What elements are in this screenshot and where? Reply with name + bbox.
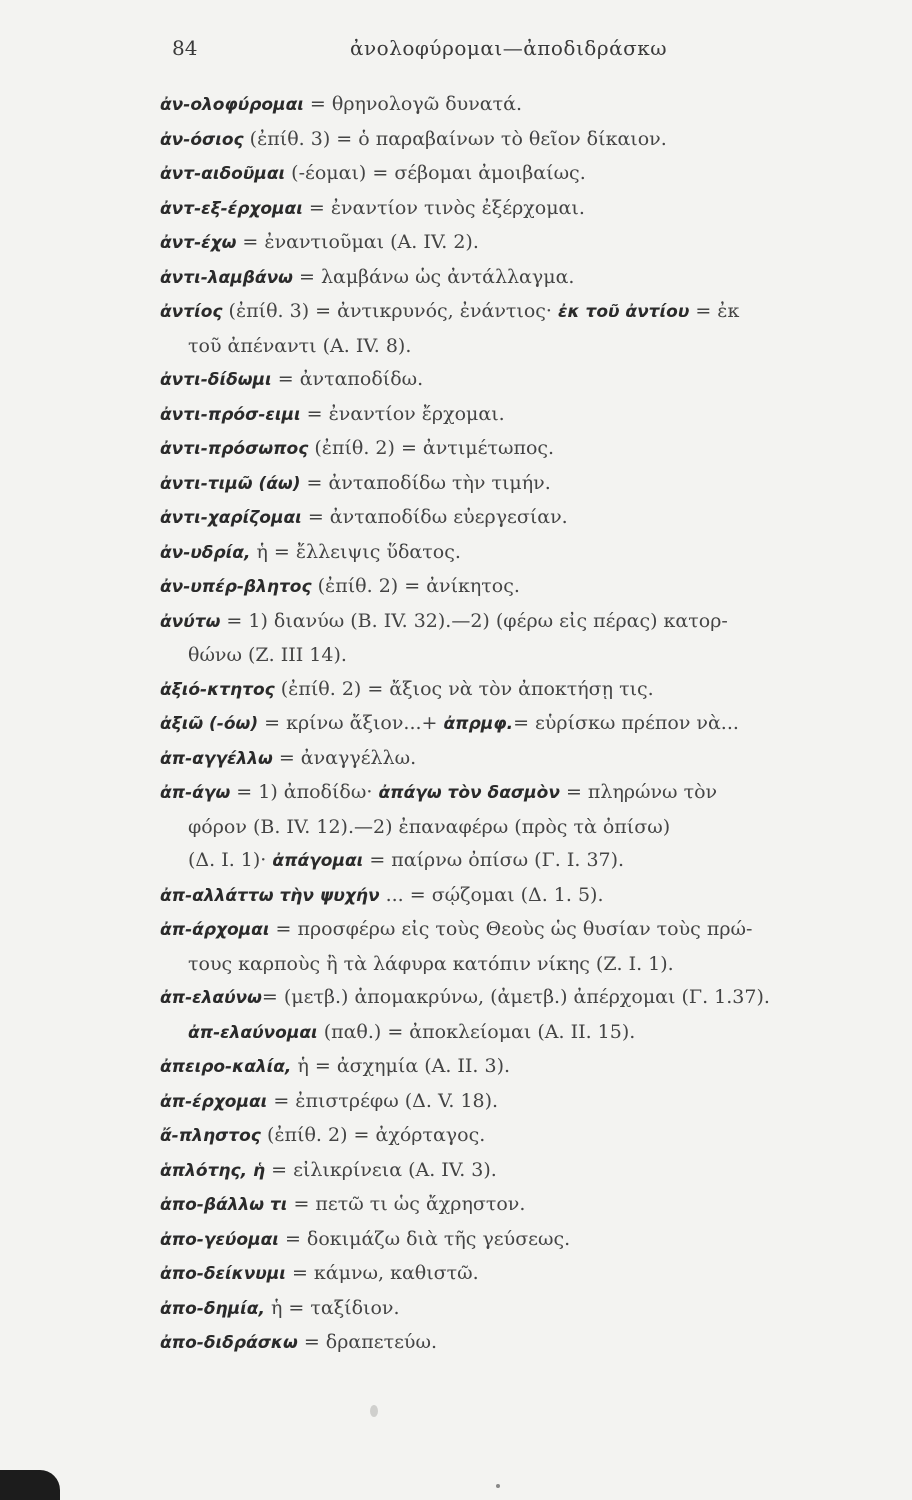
definition: = ἐναντίον τινὸς ἐξέρχομαι. (308, 196, 585, 219)
definition: = εὑρίσκω πρέπον νὰ... (513, 712, 739, 734)
headword: ἀπο-βάλλω τι (160, 1195, 288, 1215)
definition: (ἐπίθ. 2) = ἀντιμέτωπος. (314, 437, 555, 459)
ink-speck (370, 1405, 378, 1417)
definition: = πετῶ τι ὡς ἄχρηστον. (293, 1193, 526, 1215)
headword: ἀπο-δημία, (160, 1298, 265, 1319)
dictionary-entry (160, 467, 890, 502)
dictionary-entry (160, 1154, 890, 1189)
headword: ἀντι-τιμῶ (άω) (160, 473, 301, 494)
definition-continued: τοῦ ἀπέναντι (Α. IV. 8). (188, 334, 412, 357)
definition: = δοκιμάζω διὰ τῆς γεύσεως. (284, 1227, 571, 1250)
definition: (-έομαι) = σέβομαι ἀμοιβαίως. (291, 162, 586, 184)
headword: ἀνύτω (160, 611, 221, 632)
definition: = λαμβάνω ὡς ἀντάλλαγμα. (298, 265, 575, 288)
definition: (ἐπίθ. 2) = ἀνίκητος. (317, 575, 520, 597)
definition: = (μετβ.) ἀπομακρύνω, (ἀμετβ.) ἀπέρχομαι (Γ. 1.37). (261, 986, 770, 1008)
dictionary-entry (160, 1326, 890, 1361)
headword: ἀπο-διδράσκω (160, 1333, 298, 1353)
definition: = ἐκ (695, 300, 740, 322)
definition: = δραπετεύω. (303, 1331, 438, 1353)
dictionary-entry (160, 1188, 890, 1223)
dictionary-entry (160, 605, 890, 673)
definition: (ἐπίθ. 3) = ὁ παραβαίνων τὸ θεῖον δίκαιον. (249, 127, 667, 150)
definition-continued: τους καρποὺς ἢ τὰ λάφυρα κατόπιν νίκης (Ζ. I. 1). (188, 952, 674, 975)
headword: ἀπ-αλλάττω τὴν ψυχήν (160, 885, 380, 906)
definition: ἡ = ἔλλειψις ὕδατος. (256, 540, 461, 563)
subentry-phrase: ἐκ τοῦ ἀντίου (558, 302, 690, 322)
definition-continued: φόρον (Β. IV. 12).—2) ἐπαναφέρω (πρὸς τὰ ὀπίσω) (188, 815, 671, 838)
dictionary-entry (160, 123, 890, 158)
definition: = ἀναγγέλλω. (278, 746, 417, 769)
subentry-phrase: ἀπάγω τὸν δασμὸν (378, 783, 560, 803)
headword: ἀπ-έρχομαι (160, 1091, 268, 1112)
subentry-phrase: ἀπ-ελαύνομαι (188, 1022, 318, 1043)
dictionary-entry (160, 1119, 890, 1154)
dictionary-entries (160, 88, 890, 1361)
dictionary-entry (160, 261, 890, 296)
headword: ἀντι-πρόσ-ειμι (160, 404, 301, 425)
dictionary-entry (160, 157, 890, 192)
subentry-phrase: ἀπρμφ. (443, 714, 514, 734)
dictionary-entry (160, 913, 890, 981)
dictionary-entry (160, 981, 890, 1050)
dictionary-entry (160, 1257, 890, 1292)
headword: ἀντ-αιδοῦμαι (160, 164, 286, 184)
dictionary-entry (160, 536, 890, 571)
definition: = 1) ἀποδίδω· (236, 781, 373, 803)
dictionary-entry (160, 707, 890, 742)
headword: ἀπο-δείκνυμι (160, 1264, 286, 1284)
headword: ἀντίος (160, 302, 223, 322)
definition-continued: ἀπ-ελαύνομαι (παθ.) = ἀποκλείομαι (Α. II. 15). (188, 1020, 636, 1043)
dictionary-entry (160, 776, 890, 879)
definition: = ἐπιστρέφω (Δ. V. 18). (273, 1089, 499, 1112)
headword: ἀν-ολοφύρομαι (160, 95, 304, 115)
headword: ἀν-υπέρ-βλητος (160, 577, 312, 597)
headword: ἀπο-γεύομαι (160, 1229, 279, 1250)
running-title: ἀνολοφύρομαι—ἀποδιδράσκω (350, 36, 668, 60)
headword: ἀντ-έχω (160, 233, 237, 253)
headword: ἀν-υδρία, (160, 542, 251, 563)
definition: = εἰλικρίνεια (Α. IV. 3). (271, 1158, 497, 1181)
dictionary-entry (160, 1223, 890, 1258)
dictionary-entry (160, 1292, 890, 1327)
definition-continued: θώνω (Ζ. III 14). (188, 644, 347, 666)
dictionary-entry (160, 432, 890, 467)
scan-edge-mark (0, 1470, 60, 1500)
headword: ἀπ-άρχομαι (160, 920, 270, 940)
dictionary-entry (160, 1050, 890, 1085)
definition: (ἐπίθ. 2) = ἀχόρταγος. (266, 1124, 486, 1146)
dictionary-entry (160, 1085, 890, 1120)
headword: ἀντι-χαρίζομαι (160, 508, 302, 528)
headword: ἀντι-δίδωμι (160, 370, 272, 390)
definition: = ἀνταποδίδω. (277, 368, 424, 390)
dictionary-entry (160, 192, 890, 227)
dictionary-entry (160, 398, 890, 433)
headword: ἀπ-αγγέλλω (160, 748, 273, 769)
definition: = ἐναντίον ἔρχομαι. (306, 402, 505, 425)
headword: ἄ-πληστος (160, 1126, 261, 1146)
headword: ἀξιῶ (-όω) (160, 714, 259, 734)
definition: = ἀνταποδίδω τὴν τιμήν. (306, 471, 551, 494)
definition: = ἐναντιοῦμαι (Α. IV. 2). (242, 231, 479, 253)
definition: (ἐπίθ. 2) = ἄξιος νὰ τὸν ἀποκτήσῃ τις. (280, 677, 654, 700)
ink-speck (496, 1484, 500, 1488)
headword: ἀπειρο-καλία, (160, 1057, 292, 1077)
definition: ... = σῴζομαι (Δ. 1. 5). (385, 883, 604, 906)
definition: = κρίνω ἄξιον...+ (264, 712, 438, 734)
headword: ἀξιό-κτητος (160, 679, 275, 700)
definition: = προσφέρω εἰς τοὺς Θεοὺς ὡς θυσίαν τοὺς πρώ- (275, 918, 753, 940)
headword: ἁπλότης, ἡ (160, 1160, 266, 1181)
headword: ἀντι-λαμβάνω (160, 267, 293, 288)
dictionary-entry (160, 226, 890, 261)
headword: ἀντ-εξ-έρχομαι (160, 198, 303, 219)
dictionary-entry (160, 88, 890, 123)
dictionary-entry (160, 501, 890, 536)
definition: ἡ = ταξίδιον. (270, 1296, 400, 1319)
definition-continued: (Δ. I. 1)· ἀπάγομαι = παίρνω ὀπίσω (Γ. I. 37). (188, 849, 625, 871)
dictionary-entry (160, 570, 890, 605)
definition: = κάμνω, καθιστῶ. (291, 1262, 479, 1284)
definition: = θρηνολογῶ δυνατά. (309, 93, 522, 115)
definition: = πληρώνω τὸν (565, 781, 718, 803)
headword: ἀντι-πρόσωπος (160, 439, 309, 459)
dictionary-entry (160, 363, 890, 398)
definition: = ἀνταποδίδω εὐεργεσίαν. (307, 506, 568, 528)
subentry-phrase: ἀπάγομαι (272, 851, 364, 871)
page-number: 84 (172, 36, 198, 60)
headword: ἀν-όσιος (160, 129, 244, 150)
dictionary-entry (160, 879, 890, 914)
definition: ἡ = ἀσχημία (Α. II. 3). (297, 1055, 511, 1077)
dictionary-entry (160, 295, 890, 363)
headword: ἀπ-ελαύνω (160, 988, 262, 1008)
dictionary-entry (160, 673, 890, 708)
dictionary-entry (160, 742, 890, 777)
definition: (ἐπίθ. 3) = ἀντικρυνός, ἐνάντιος· (228, 300, 552, 322)
definition: = 1) διανύω (Β. IV. 32).—2) (φέρω εἰς πέρας) κατορ- (226, 609, 728, 632)
headword: ἀπ-άγω (160, 783, 231, 803)
